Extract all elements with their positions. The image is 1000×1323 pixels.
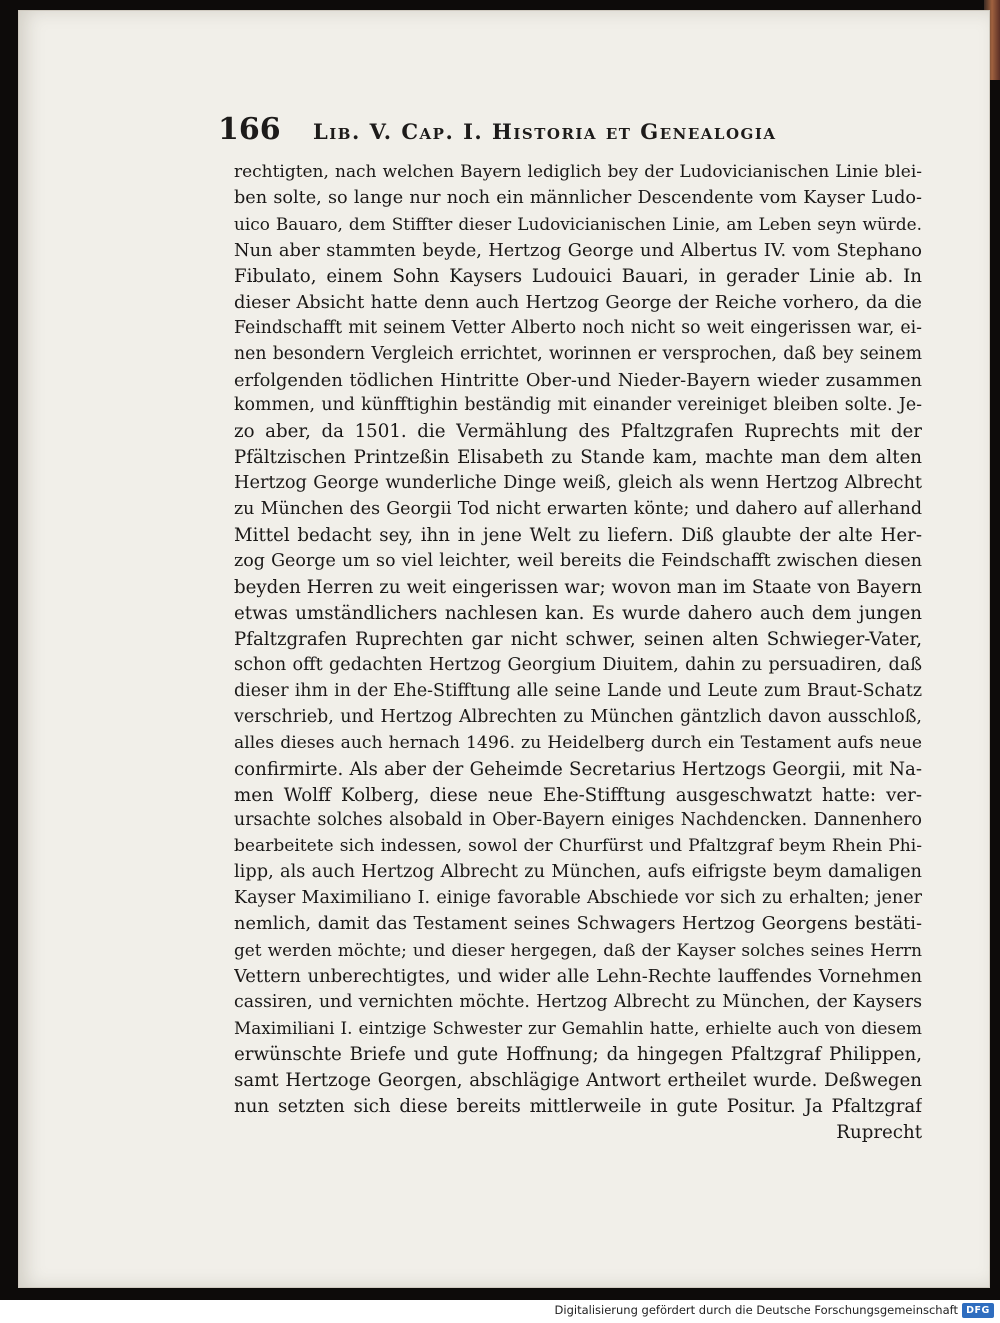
text-line: men Wolff Kolberg, diese neue Ehe-Stifftung ausgeschwatzt hatte: ver- [234, 784, 922, 806]
text-line: kommen, und künfftighin beständig mit einander vereiniget bleiben solte. Je- [234, 395, 922, 416]
text-line: Mittel bedacht sey, ihn in jene Welt zu liefern. Diß glaubte der alte Her- [234, 525, 922, 547]
text-line: cassiren, und vernichten möchte. Hertzog Albrecht zu München, der Kaysers [234, 992, 922, 1012]
text-line: ben solte, so lange nur noch ein männlicher Descendente vom Kayser Ludo- [234, 187, 922, 208]
text-line: nun setzten sich diese bereits mittlerweile in gute Positur. Ja Pfaltzgraf [234, 1095, 922, 1117]
text-line: get werden möchte; und dieser hergegen, daß der Kayser solches seines Herrn [234, 940, 922, 961]
text-line: etwas umständlichers nachlesen kan. Es wurde dahero auch dem jungen [234, 602, 922, 624]
text-line: nen besondern Vergleich errichtet, worinnen er versprochen, daß bey seinem [234, 343, 922, 364]
funding-credit: Digitalisierung gefördert durch die Deutsche Forschungsgemeinschaft [554, 1303, 958, 1317]
catchword: Ruprecht [836, 1121, 922, 1143]
text-line: Vettern unberechtigtes, und wider alle Lehn-Rechte lauffendes Vornehmen [234, 966, 922, 988]
text-line: Pfältzischen Printzeßin Elisabeth zu Stande kam, machte man dem alten [234, 447, 922, 469]
text-line: uico Bauaro, dem Stiffter dieser Ludovicianischen Linie, am Leben seyn würde. [234, 213, 922, 234]
text-line: zog George um so viel leichter, weil bereits die Feindschafft zwischen diesen [234, 551, 922, 572]
text-line: erfolgenden tödlichen Hintritte Ober-und Nieder-Bayern wieder zusammen [234, 369, 922, 391]
text-line: alles dieses auch hernach 1496. zu Heidelberg durch ein Testament aufs neue [234, 732, 922, 753]
text-line: bearbeitete sich indessen, sowol der Churfürst und Pfaltzgraf beym Rhein Phi- [234, 836, 922, 857]
text-line: ursachte solches alsobald in Ober-Bayern einiges Nachdencken. Dannenhero [234, 810, 922, 831]
text-line: confirmirte. Als aber der Geheimde Secretarius Hertzogs Georgii, mit Na- [234, 758, 922, 780]
text-line: zu München des Georgii Tod nicht erwarten könte; und dahero auf allerhand [234, 499, 922, 520]
text-line: nemlich, damit das Testament seines Schwagers Hertzog Georgens bestäti- [234, 914, 922, 935]
text-line: Hertzog George wunderliche Dinge weiß, gleich als wenn Hertzog Albrecht [234, 473, 922, 494]
text-line: dieser Absicht hatte denn auch Hertzog George der Reiche vorhero, da die [234, 291, 922, 313]
text-line: Maximiliani I. eintzige Schwester zur Gemahlin hatte, erhielte auch von diesem [234, 1017, 922, 1038]
running-head-title: Lib. V. Cap. I. Historia et Genealogia [313, 119, 777, 144]
text-line: Pfaltzgrafen Ruprechten gar nicht schwer, seinen alten Schwieger-Vater, [234, 628, 922, 650]
body-text [234, 160, 922, 1146]
text-line: Feindschafft mit seinem Vetter Alberto noch nicht so weit eingerissen war, ei- [234, 317, 922, 338]
text-line: rechtigten, nach welchen Bayern lediglich bey der Ludovicianischen Linie blei- [234, 162, 922, 182]
running-head [218, 112, 828, 152]
footer-bar [0, 1300, 1000, 1323]
text-line: Kayser Maximiliano I. einige favorable Abschiede vor sich zu erhalten; jener [234, 888, 922, 909]
page-number: 166 [218, 112, 281, 147]
text-line: verschrieb, und Hertzog Albrechten zu München gäntzlich davon ausschloß, [234, 706, 922, 727]
text-line: erwünschte Briefe und gute Hoffnung; da hingegen Pfaltzgraf Philippen, [234, 1043, 922, 1065]
text-line: Fibulato, einem Sohn Kaysers Ludouici Bauari, in gerader Linie ab. In [234, 265, 922, 287]
text-line: samt Hertzoge Georgen, abschlägige Antwort ertheilet wurde. Deßwegen [234, 1069, 922, 1091]
text-line: beyden Herren zu weit eingerissen war; wovon man im Staate von Bayern [234, 577, 922, 598]
text-line: dieser ihm in der Ehe-Stifftung alle seine Lande und Leute zum Braut-Schatz [234, 680, 922, 701]
text-line: lipp, als auch Hertzog Albrecht zu München, aufs eifrigste beym damaligen [234, 862, 922, 883]
text-line: schon offt gedachten Hertzog Georgium Diuitem, dahin zu persuadiren, daß [234, 654, 922, 675]
text-line: Nun aber stammten beyde, Hertzog George und Albertus IV. vom Stephano [234, 239, 922, 261]
dfg-logo[interactable]: DFG [962, 1303, 994, 1318]
text-line: zo aber, da 1501. die Vermählung des Pfaltzgrafen Ruprechts mit der [234, 421, 922, 443]
